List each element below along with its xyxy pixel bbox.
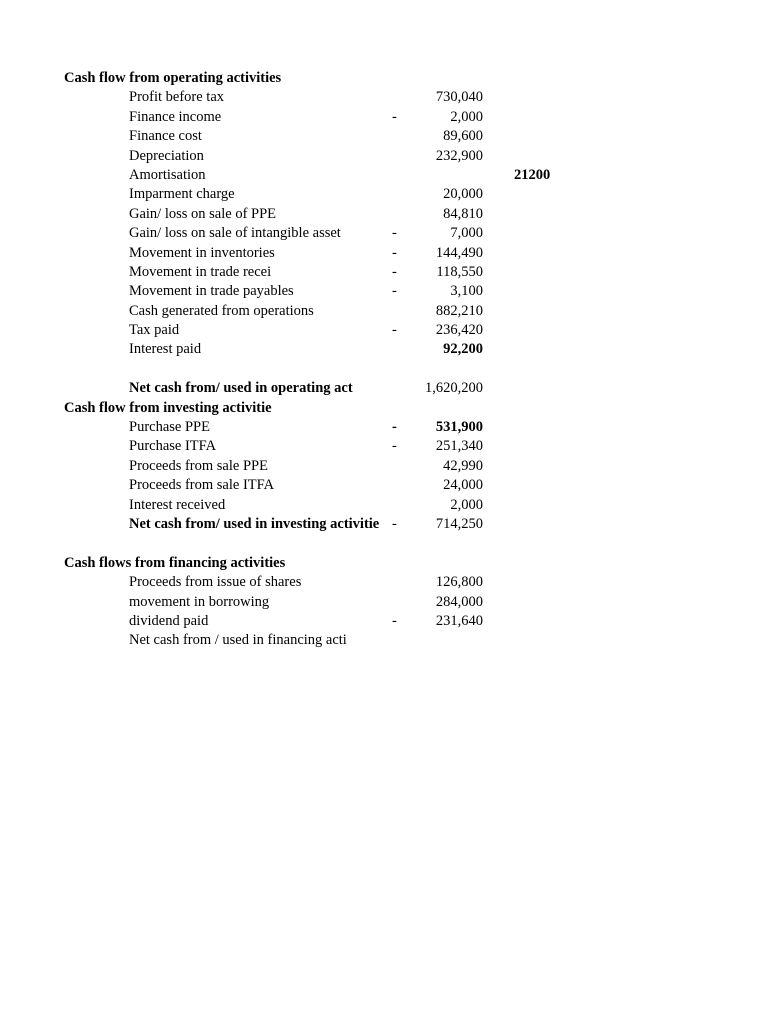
negative-sign: -: [392, 438, 397, 455]
line-item-row: [0, 418, 768, 437]
line-item-value: 251,340: [435, 438, 483, 455]
line-item-label: Proceeds from sale ITFA: [129, 477, 275, 494]
line-item-row: [0, 515, 768, 534]
line-item-row: [0, 476, 768, 495]
line-item-label: Cash generated from operations: [129, 302, 314, 319]
line-item-label: Movement in trade recei: [129, 263, 272, 280]
line-item-row: [0, 573, 768, 592]
line-item-value: 42,990: [443, 457, 483, 474]
line-item-label: Profit before tax: [129, 89, 225, 106]
line-item-value: 126,800: [435, 574, 483, 591]
negative-sign: -: [392, 283, 397, 300]
negative-sign: -: [392, 419, 397, 436]
section-heading: Cash flows from financing activities: [64, 554, 286, 571]
section-heading-row: [0, 69, 768, 88]
line-item-row: [0, 282, 768, 301]
line-item-label: Imparment charge: [129, 186, 235, 203]
line-item-label: Gain/ loss on sale of intangible asset: [129, 225, 341, 242]
line-item-value: 284,000: [435, 593, 483, 610]
line-item-row: [0, 166, 768, 185]
line-item-value: 144,490: [435, 244, 483, 261]
line-item-label: Tax paid: [129, 322, 180, 339]
line-item-row: [0, 457, 768, 476]
line-item-value: 1,620,200: [425, 380, 483, 397]
line-item-row: [0, 340, 768, 359]
extra-value: 21200: [514, 166, 551, 183]
line-item-row: [0, 496, 768, 515]
line-item-row: [0, 244, 768, 263]
negative-sign: -: [392, 225, 397, 242]
line-item-value: 24,000: [443, 477, 483, 494]
section-heading: Cash flow from investing activitie: [64, 399, 272, 416]
line-item-label: Net cash from / used in financing acti: [129, 632, 347, 649]
negative-sign: -: [392, 263, 397, 280]
blank-row: [0, 360, 768, 379]
line-item-label: Depreciation: [129, 147, 204, 164]
line-item-row: [0, 593, 768, 612]
line-item-value: 2,000: [450, 108, 483, 125]
line-item-row: [0, 127, 768, 146]
line-item-label: Amortisation: [129, 166, 206, 183]
line-item-value: 92,200: [443, 341, 483, 358]
line-item-label: Net cash from/ used in operating act: [129, 380, 353, 397]
negative-sign: -: [392, 612, 397, 629]
line-item-row: [0, 302, 768, 321]
line-item-label: Movement in trade payables: [129, 283, 294, 300]
line-item-row: [0, 379, 768, 398]
line-item-value: 531,900: [435, 419, 483, 436]
line-item-value: 232,900: [435, 147, 483, 164]
line-item-label: Proceeds from sale PPE: [129, 457, 268, 474]
line-item-label: dividend paid: [129, 612, 209, 629]
line-item-row: [0, 185, 768, 204]
blank-row: [0, 534, 768, 553]
line-item-label: Interest received: [129, 496, 226, 513]
line-item-value: 882,210: [435, 302, 483, 319]
section-heading: Cash flow from operating activities: [64, 70, 282, 86]
line-item-row: [0, 88, 768, 107]
section-heading-row: [0, 399, 768, 418]
line-item-value: 89,600: [443, 128, 483, 145]
line-item-row: [0, 321, 768, 340]
negative-sign: -: [392, 322, 397, 339]
line-item-label: Movement in inventories: [129, 244, 275, 261]
line-item-value: 118,550: [436, 263, 483, 280]
line-item-value: 236,420: [435, 322, 483, 339]
line-item-label: Finance income: [129, 108, 222, 125]
line-item-row: [0, 205, 768, 224]
negative-sign: -: [392, 515, 397, 532]
line-item-label: Net cash from/ used in investing activitie: [129, 515, 380, 532]
negative-sign: -: [392, 108, 397, 125]
line-item-row: [0, 612, 768, 631]
section-heading-row: [0, 554, 768, 573]
line-item-row: [0, 631, 768, 650]
line-item-label: movement in borrowing: [129, 593, 270, 610]
line-item-value: 2,000: [450, 496, 483, 513]
line-item-row: [0, 108, 768, 127]
negative-sign: -: [392, 244, 397, 261]
line-item-row: [0, 147, 768, 166]
line-item-label: Finance cost: [129, 128, 202, 145]
line-item-value: 7,000: [450, 225, 483, 242]
line-item-value: 231,640: [435, 612, 483, 629]
line-item-value: 84,810: [443, 205, 483, 222]
line-item-row: [0, 437, 768, 456]
line-item-label: Purchase PPE: [129, 419, 210, 436]
line-item-label: Gain/ loss on sale of PPE: [129, 205, 277, 222]
line-item-value: 714,250: [435, 515, 483, 532]
line-item-value: 730,040: [435, 89, 483, 106]
line-item-label: Purchase ITFA: [129, 438, 217, 455]
line-item-value: 3,100: [450, 283, 483, 300]
line-item-row: [0, 224, 768, 243]
line-item-value: 20,000: [443, 186, 483, 203]
line-item-label: Interest paid: [129, 341, 202, 358]
cash-flow-statement: [0, 69, 768, 651]
line-item-label: Proceeds from issue of shares: [129, 574, 302, 591]
line-item-row: [0, 263, 768, 282]
